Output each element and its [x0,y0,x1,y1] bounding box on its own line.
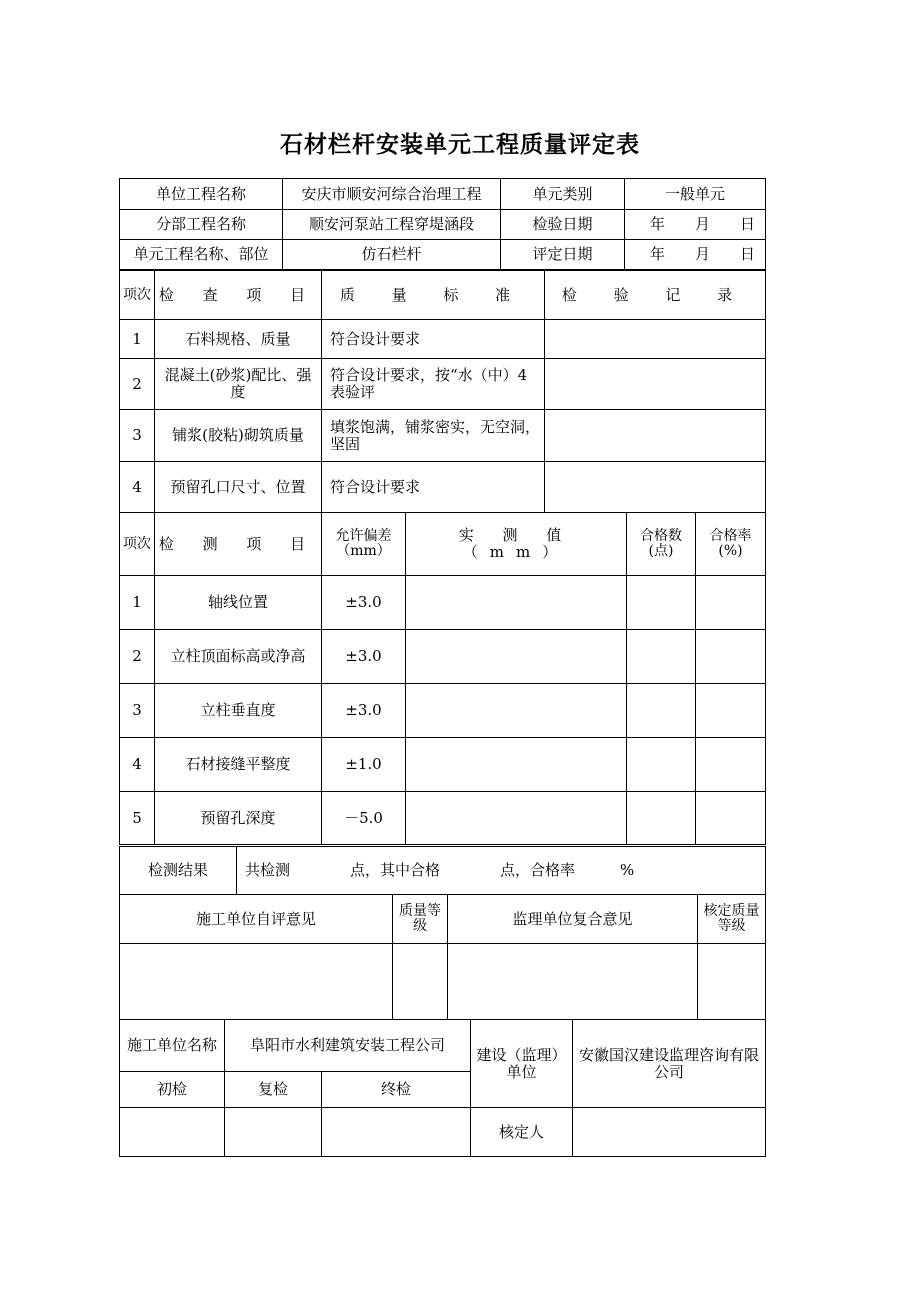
check-col-no: 项次 [120,271,155,320]
unit-project-value: 安庆市顺安河综合治理工程 [283,179,501,210]
measure-col-no: 项次 [120,513,155,576]
measure-row-pass-rate [696,630,766,684]
measure-row-no: 2 [120,630,155,684]
element-type-label: 单元类别 [501,179,625,210]
page-title: 石材栏杆安装单元工程质量评定表 [280,132,640,158]
final-check-label: 终检 [322,1072,471,1108]
measure-row-measured [406,738,627,792]
unit-project-label: 单位工程名称 [120,179,283,210]
measure-row-pass-count [627,738,696,792]
measure-row-pass-rate [696,684,766,738]
measure-row-tolerance: ±3.0 [322,684,406,738]
measure-row-no: 5 [120,792,155,845]
check-row-no: 4 [120,462,155,513]
measure-row-item: 立柱顶面标高或净高 [155,630,322,684]
self-eval-cell [120,944,393,1020]
measure-col-measured: 实 测 值 （mm） [406,513,627,576]
measure-col-tolerance: 允许偏差（mm） [322,513,406,576]
check-row [120,320,766,359]
check-row-standard: 填浆饱满，铺浆密实，无空洞，坚固 [322,410,545,462]
check-row [120,462,766,513]
measure-row-measured [406,630,627,684]
measure-row-pass-count [627,576,696,630]
measure-row-pass-count [627,630,696,684]
measure-row-tolerance: －5.0 [322,792,406,845]
check-row-item: 石料规格、质量 [155,320,322,359]
measure-row-no: 4 [120,738,155,792]
check-row-record [545,410,766,462]
measure-col-item: 检 测 项 目 [155,513,322,576]
verified-grade-cell [698,944,766,1020]
supervisor-review-cell [448,944,698,1020]
verified-grade-header: 核定质量等级 [698,895,766,944]
check-row-no: 1 [120,320,155,359]
re-check-cell [225,1108,322,1157]
quality-grade-header: 质量等级 [393,895,448,944]
measure-row-no: 3 [120,684,155,738]
owner-value: 安徽国汉建设监理咨询有限公司 [573,1020,766,1108]
measure-row [120,738,766,792]
measure-row-tolerance: ±1.0 [322,738,406,792]
element-type-value: 一般单元 [625,179,766,210]
measure-row [120,792,766,845]
measure-row-pass-count [627,684,696,738]
check-row-standard: 符合设计要求 [322,320,545,359]
initial-check-cell [120,1108,225,1157]
check-row-standard: 符合设计要求，按“水（中）4表验评 [322,359,545,410]
measure-row-item: 立柱垂直度 [155,684,322,738]
check-row-standard: 符合设计要求 [322,462,545,513]
measure-row-item: 石材接缝平整度 [155,738,322,792]
measure-row-pass-rate [696,576,766,630]
measure-row [120,684,766,738]
measure-col-pass-count: 合格数(点) [627,513,696,576]
measure-row-item: 轴线位置 [155,576,322,630]
measure-row [120,630,766,684]
owner-label: 建设（监理）单位 [471,1020,573,1108]
measure-row-no: 1 [120,576,155,630]
check-row-item: 混凝土(砂浆)配比、强度 [155,359,322,410]
measure-row [120,576,766,630]
measure-col-pass-rate: 合格率(%) [696,513,766,576]
check-row-record [545,320,766,359]
eval-date-value: 年 月 日 [625,240,766,270]
measure-row-measured [406,792,627,845]
measure-table [119,512,766,845]
initial-check-label: 初检 [120,1072,225,1108]
check-row-item: 预留孔口尺寸、位置 [155,462,322,513]
constructor-value: 阜阳市水利建筑安装工程公司 [225,1020,471,1072]
check-row-item: 铺浆(胶粘)砌筑质量 [155,410,322,462]
final-check-cell [322,1108,471,1157]
supervisor-review-header: 监理单位复合意见 [448,895,698,944]
result-text: 共检测 点，其中合格 点，合格率 % [237,847,766,895]
signature-table [119,1019,766,1157]
measure-row-measured [406,576,627,630]
measure-row-item: 预留孔深度 [155,792,322,845]
check-row [120,410,766,462]
measure-row-pass-count [627,792,696,845]
check-row-no: 3 [120,410,155,462]
check-row-record [545,462,766,513]
check-row-no: 2 [120,359,155,410]
measure-row-pass-rate [696,738,766,792]
inspect-date-label: 检验日期 [501,210,625,240]
verifier-label: 核定人 [471,1108,573,1157]
check-col-item: 检 查 项 目 [155,271,322,320]
verifier-cell [573,1108,766,1157]
header-table [119,178,766,270]
inspect-date-value: 年 月 日 [625,210,766,240]
opinion-table [119,894,766,1020]
element-name-label: 单元工程名称、部位 [120,240,283,270]
element-name-value: 仿石栏杆 [283,240,501,270]
check-col-record: 检 验 记 录 [545,271,766,320]
measure-row-pass-rate [696,792,766,845]
measure-row-tolerance: ±3.0 [322,576,406,630]
division-value: 顺安河泵站工程穿堤涵段 [283,210,501,240]
check-row-record [545,359,766,410]
quality-grade-cell [393,944,448,1020]
re-check-label: 复检 [225,1072,322,1108]
result-label: 检测结果 [120,847,237,895]
check-col-standard: 质 量 标 准 [322,271,545,320]
division-label: 分部工程名称 [120,210,283,240]
check-row [120,359,766,410]
check-table [119,270,766,513]
measure-row-tolerance: ±3.0 [322,630,406,684]
eval-date-label: 评定日期 [501,240,625,270]
result-table [119,846,766,895]
measure-row-measured [406,684,627,738]
self-eval-header: 施工单位自评意见 [120,895,393,944]
constructor-label: 施工单位名称 [120,1020,225,1072]
